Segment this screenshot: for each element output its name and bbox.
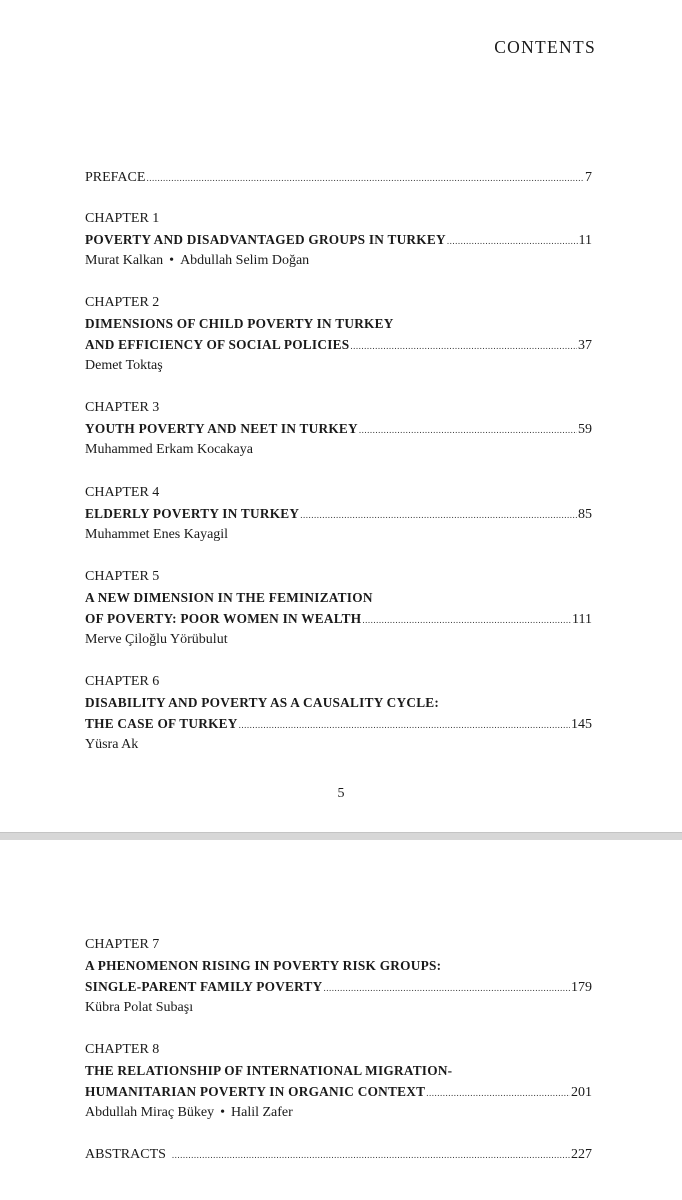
chapter-3-label: CHAPTER 3 <box>85 400 160 415</box>
author: Halil Zafer <box>231 1105 293 1120</box>
author: Muhammet Enes Kayagil <box>85 527 229 542</box>
chapter-4-authors <box>85 524 592 545</box>
toc-entry-chapter-5[interactable] <box>85 608 592 629</box>
chapter-6-page: 145 <box>571 717 592 732</box>
dot-leader <box>324 978 570 999</box>
toc-entry-chapter-1[interactable] <box>85 229 592 250</box>
dot-leader <box>300 505 577 526</box>
chapter-1-page: 11 <box>578 233 592 248</box>
chapter-3-title: YOUTH POVERTY AND NEET IN TURKEY <box>85 421 358 436</box>
dot-leader <box>426 1083 570 1104</box>
chapter-5-title-line-2: OF POVERTY: POOR WOMEN IN WEALTH <box>85 611 362 626</box>
chapter-8-authors <box>85 1102 592 1123</box>
entry-page: 227 <box>571 1147 592 1162</box>
author: Merve Çiloğlu Yörübulut <box>85 632 228 647</box>
chapter-4-title: ELDERLY POVERTY IN TURKEY <box>85 506 300 521</box>
chapter-3-authors <box>85 439 592 460</box>
chapter-2-title-line-2: AND EFFICIENCY OF SOCIAL POLICIES <box>85 337 350 352</box>
chapter-4-label: CHAPTER 4 <box>85 485 160 500</box>
chapter-8-label: CHAPTER 8 <box>85 1042 160 1057</box>
chapter-1-authors <box>85 250 592 271</box>
toc-entry-chapter-2[interactable] <box>85 334 592 355</box>
author: Abdullah Miraç Bükey <box>85 1105 215 1120</box>
chapter-5-label: CHAPTER 5 <box>85 569 160 584</box>
dot-leader <box>359 420 577 441</box>
chapter-8-title-line-1: THE RELATIONSHIP OF INTERNATIONAL MIGRATION- <box>85 1063 453 1078</box>
author: Kübra Polat Subaşı <box>85 1000 194 1015</box>
author: Murat Kalkan <box>85 253 164 268</box>
toc-entry-chapter-3[interactable] <box>85 418 592 439</box>
chapter-5-page: 111 <box>572 612 592 627</box>
chapter-2-title-line-1: DIMENSIONS OF CHILD POVERTY IN TURKEY <box>85 316 394 331</box>
dot-leader <box>447 231 578 252</box>
toc-entry-preface[interactable] <box>85 167 592 188</box>
dot-leader <box>350 336 577 357</box>
chapter-7-label: CHAPTER 7 <box>85 937 160 952</box>
author: Abdullah Selim Doğan <box>180 253 310 268</box>
author-separator: • <box>169 253 175 268</box>
chapter-2-authors <box>85 355 592 376</box>
chapter-4-page: 85 <box>578 507 592 522</box>
author: Yüsra Ak <box>85 737 139 752</box>
author-separator: • <box>220 1105 225 1120</box>
author: Demet Toktaş <box>85 358 163 373</box>
author: Muhammed Erkam Kocakaya <box>85 442 253 457</box>
chapter-7-authors <box>85 997 592 1018</box>
dot-leader <box>172 1145 570 1166</box>
entry-page: 7 <box>585 170 592 185</box>
chapter-2-page: 37 <box>578 338 592 353</box>
toc-entry-chapter-4[interactable] <box>85 503 592 524</box>
chapter-5-authors <box>85 629 592 650</box>
chapter-6-label: CHAPTER 6 <box>85 674 160 689</box>
entry-label: PREFACE <box>85 170 146 185</box>
toc-entry-chapter-8[interactable] <box>85 1081 592 1102</box>
chapter-7-page: 179 <box>571 980 592 995</box>
chapter-1-title: POVERTY AND DISADVANTAGED GROUPS IN TURKEY <box>85 232 446 247</box>
contents-header: CONTENTS <box>494 37 596 57</box>
page-6 <box>0 840 682 1200</box>
dot-leader <box>239 715 570 736</box>
chapter-6-authors <box>85 734 592 755</box>
chapter-3-page: 59 <box>578 422 592 437</box>
toc-entry-chapter-6[interactable] <box>85 713 592 734</box>
dot-leader <box>146 168 584 189</box>
chapter-5-title-line-1: A NEW DIMENSION IN THE FEMINIZATION <box>85 590 373 605</box>
dot-leader <box>362 610 571 631</box>
chapter-7-title-line-2: SINGLE-PARENT FAMILY POVERTY <box>85 979 323 994</box>
chapter-2-label: CHAPTER 2 <box>85 295 160 310</box>
chapter-6-title-line-2: THE CASE OF TURKEY <box>85 716 238 731</box>
chapter-8-page: 201 <box>571 1085 592 1100</box>
toc-entry-chapter-7[interactable] <box>85 976 592 997</box>
chapter-7-title-line-1: A PHENOMENON RISING IN POVERTY RISK GROUPS: <box>85 958 442 973</box>
entry-label: ABSTRACTS <box>85 1147 166 1162</box>
chapter-8-title-line-2: HUMANITARIAN POVERTY IN ORGANIC CONTEXT <box>85 1084 426 1099</box>
chapter-1-label: CHAPTER 1 <box>85 211 160 226</box>
chapter-6-title-line-1: DISABILITY AND POVERTY AS A CAUSALITY CYCLE: <box>85 695 440 710</box>
page-number: 5 <box>337 786 345 801</box>
toc-entry-abstracts[interactable] <box>85 1144 592 1165</box>
